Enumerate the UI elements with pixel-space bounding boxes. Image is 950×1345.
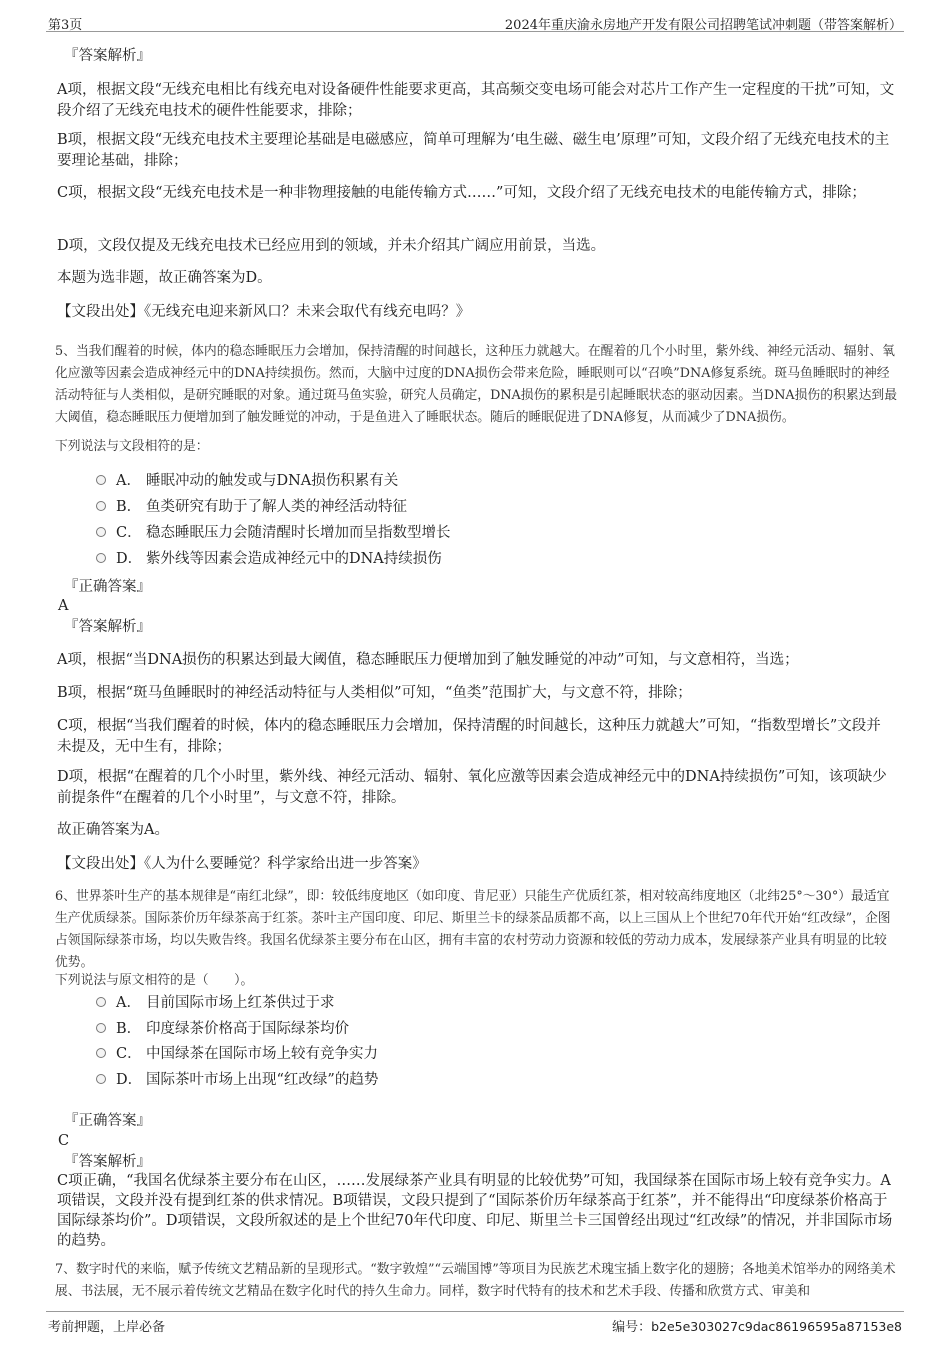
- q5-option-c[interactable]: C． 稳态睡眠压力会随清醒时长增加而呈指数型增长: [96, 523, 451, 543]
- radio-icon[interactable]: [96, 553, 106, 563]
- q5-answer: A: [58, 598, 69, 614]
- q4-conclusion: 本题为选非题，故正确答案为D。: [57, 270, 272, 286]
- q5-option-d[interactable]: D． 紫外线等因素会造成神经元中的DNA持续损伤: [96, 549, 442, 569]
- radio-icon[interactable]: [96, 501, 106, 511]
- q5-source: 【文段出处】《人为什么要睡觉？科学家给出进一步答案》: [57, 856, 427, 872]
- page-number: 第3页: [48, 18, 83, 33]
- q5-analysis-label: 『答案解析』: [64, 619, 151, 635]
- q5-analysis-d: D项，根据“在醒着的几个小时里，紫外线、神经元活动、辐射、氧化应激等因素会造成神经元中的DNA持续损伤”可知，该项缺少前提条件“在醒着的几个小时里”，与文意不符，排除。: [57, 769, 887, 806]
- radio-icon[interactable]: [96, 997, 106, 1007]
- q5-analysis-a: A项，根据“当DNA损伤的积累达到最大阈值，稳态睡眠压力便增加到了触发睡觉的冲动”可知，与文意相符，当选；: [57, 652, 799, 668]
- q6-analysis: C项正确，“我国名优绿茶主要分布在山区，……发展绿茶产业具有明显的比较优势”可知，我国绿茶在国际市场上较有竞争实力。A项错误，文段并没有提到红茶的供求情况。B项错误，文段只提到了“国际茶价历年绿茶高于红茶”，并不能得出“印度绿茶价格高于国际绿茶均价”。D项错误，文段所叙述的是上个世纪70年代印度、印尼、斯里兰卡三国曾经出现过“红改绿”的情况，并非国际市场的趋势。: [57, 1173, 893, 1249]
- q6-answer-label: 『正确答案』: [64, 1113, 151, 1129]
- q6-prompt: 下列说法与原文相符的是（ ）。: [55, 973, 254, 988]
- q6-option-b[interactable]: B． 印度绿茶价格高于国际绿茶均价: [96, 1019, 349, 1039]
- q4-analysis-c: C项，根据文段“无线充电技术是一种非物理接触的电能传输方式……”可知，文段介绍了无线充电技术的电能传输方式，排除；: [57, 185, 866, 201]
- q5-analysis-b: B项，根据“斑马鱼睡眠时的神经活动特征与人类相似”可知，“鱼类”范围扩大，与文意不符，排除；: [57, 685, 692, 701]
- q5-answer-label: 『正确答案』: [64, 579, 151, 595]
- page-footer: [46, 1311, 904, 1337]
- page-header: [46, 10, 904, 32]
- q6-stem: 6、世界茶叶生产的基本规律是“南红北绿”，即：较低纬度地区（如印度、肯尼亚）只能生产优质红茶，相对较高纬度地区（北纬25°～30°）最适宜生产优质绿茶。国际茶价历年绿茶高于红茶。茶叶主产国印度、印尼、斯里兰卡的绿茶品质都不高，以上三国从上个世纪70年代开始“红改绿”，企图占领国际绿茶市场，均以失败告终。我国名优绿茶主要分布在山区，拥有丰富的农村劳动力资源和较低的劳动力成本，发展绿茶产业具有明显的比较优势。: [55, 889, 891, 970]
- q4-source: 【文段出处】《无线充电迎来新风口？未来会取代有线充电吗？》: [57, 304, 471, 320]
- q5-stem: 5、当我们醒着的时候，体内的稳态睡眠压力会增加，保持清醒的时间越长，这种压力就越大。在醒着的几个小时里，紫外线、神经元活动、辐射、氧化应激等因素会造成神经元中的DNA持续损伤。然而，大脑中过度的DNA损伤会带来危险，睡眠则可以“召唤”DNA修复系统。斑马鱼睡眠时的神经活动特征与人类相似，是研究睡眠的对象。通过斑马鱼实验，研究人员确定，DNA损伤的累积是引起睡眠状态的驱动因素。当DNA损伤的积累达到最大阈值，稳态睡眠压力便增加到了触发睡觉的冲动，于是鱼进入了睡眠状态。随后的睡眠促进了DNA修复，从而减少了DNA损伤。: [55, 344, 898, 425]
- q5-conclusion: 故正确答案为A。: [57, 822, 169, 838]
- q6-option-d[interactable]: D． 国际茶叶市场上出现“红改绿”的趋势: [96, 1070, 378, 1090]
- q6-analysis-label: 『答案解析』: [64, 1154, 151, 1170]
- radio-icon[interactable]: [96, 1048, 106, 1058]
- radio-icon[interactable]: [96, 527, 106, 537]
- q4-analysis-d: D项，文段仅提及无线充电技术已经应用到的领域，并未介绍其广阔应用前景，当选。: [57, 238, 606, 254]
- radio-icon[interactable]: [96, 1074, 106, 1084]
- q7-stem: 7、数字时代的来临，赋予传统文艺精品新的呈现形式。“数字敦煌”“云端国博”等项目为民族艺术瑰宝插上数字化的翅膀；各地美术馆举办的网络美术展、书法展，无不展示着传统文艺精品在数字化时代的持久生命力。同样，数字时代特有的技术和艺术手段、传播和欣赏方式、审美和: [55, 1262, 896, 1299]
- q5-option-b[interactable]: B． 鱼类研究有助于了解人类的神经活动特征: [96, 497, 407, 517]
- radio-icon[interactable]: [96, 1023, 106, 1033]
- document-title: 2024年重庆渝永房地产开发有限公司招聘笔试冲刺题（带答案解析）: [504, 18, 902, 33]
- q6-answer: C: [58, 1133, 70, 1149]
- q6-option-a[interactable]: A． 目前国际市场上红茶供过于求: [96, 993, 335, 1013]
- footer-code: 编号：b2e5e303027c9dac86196595a87153e8: [612, 1319, 902, 1335]
- q4-analysis-b: B项，根据文段“无线充电技术主要理论基础是电磁感应，简单可理解为‘电生磁、磁生电’原理”可知，文段介绍了无线充电技术的主要理论基础，排除；: [57, 132, 890, 169]
- q5-option-a[interactable]: A． 睡眠冲动的触发或与DNA损伤积累有关: [96, 471, 398, 491]
- q6-option-c[interactable]: C． 中国绿茶在国际市场上较有竞争实力: [96, 1044, 378, 1064]
- q5-analysis-c: C项，根据“当我们醒着的时候，体内的稳态睡眠压力会增加，保持清醒的时间越长，这种压力就越大”可知，“指数型增长”文段并未提及，无中生有，排除；: [57, 718, 881, 755]
- radio-icon[interactable]: [96, 475, 106, 485]
- q5-prompt: 下列说法与文段相符的是：: [55, 439, 209, 454]
- footer-slogan: 考前押题，上岸必备: [48, 1320, 166, 1335]
- q4-analysis-a: A项，根据文段“无线充电相比有线充电对设备硬件性能要求更高，其高频交变电场可能会对芯片工作产生一定程度的干扰”可知，文段介绍了无线充电技术的硬件性能要求，排除；: [57, 82, 895, 119]
- q4-analysis-label: 『答案解析』: [64, 48, 151, 64]
